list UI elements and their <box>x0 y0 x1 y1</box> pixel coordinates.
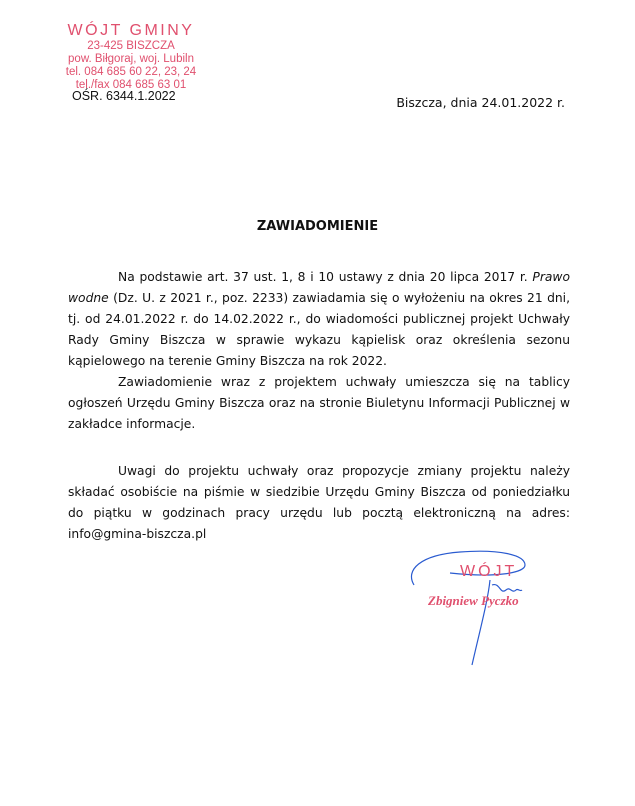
paragraph-text: (Dz. U. z 2021 r., poz. 2233) zawiadamia się o wyłożeniu na okres 21 dni, tj. od 24.01.2022 r. do 14.02.2022 r., do wiadomości publicznej projekt Uchwały Rady Gminy Biszcza w sprawie wykazu kąpielisk oraz określenia sezonu kąpielowego na terenie Gminy Biszcza na rok 2022. <box>68 291 570 368</box>
stamp-line: tel./fax 084 685 63 01 <box>75 79 187 91</box>
signature-stamp-title: WÓJT <box>460 563 518 580</box>
document-body <box>68 267 570 545</box>
document-date: Biszcza, dnia 24.01.2022 r. <box>396 95 565 110</box>
signature-icon <box>400 540 570 680</box>
office-stamp <box>56 22 206 92</box>
paragraph-text: Na podstawie art. 37 ust. 1, 8 i 10 ustawy z dnia 20 lipca 2017 r. <box>118 270 533 284</box>
signature-name: Zbigniew Pyczko <box>428 593 519 608</box>
paragraph-1 <box>68 267 570 372</box>
reference-number: OŚR. 6344.1.2022 <box>72 89 176 103</box>
act-name: Prawo wodne <box>68 270 570 305</box>
paragraph-2: Zawiadomienie wraz z projektem uchwały umieszcza się na tablicy ogłoszeń Urzędu Gminy Biszcza oraz na stronie Biuletynu Informacji Publicznej w zakładce informacje. <box>68 375 570 431</box>
document-title: ZAWIADOMIENIE <box>256 219 379 234</box>
signature-block <box>400 540 570 680</box>
paragraph-3: Uwagi do projektu uchwały oraz propozycje zmiany projektu należy składać osobiście na piśmie w siedzibie Urzędu Gminy Biszcza od poniedziałku do piątku w godzinach pracy urzędu lub pocztą elektroniczną na adres: info@gmina-biszcza.pl <box>68 464 570 541</box>
stamp-line: pow. Biłgoraj, woj. Lubiln <box>68 53 194 65</box>
stamp-title: WÓJT GMINY <box>67 22 195 39</box>
stamp-line: tel. 084 685 60 22, 23, 24 <box>65 66 197 78</box>
stamp-line: 23-425 BISZCZA <box>87 40 175 52</box>
